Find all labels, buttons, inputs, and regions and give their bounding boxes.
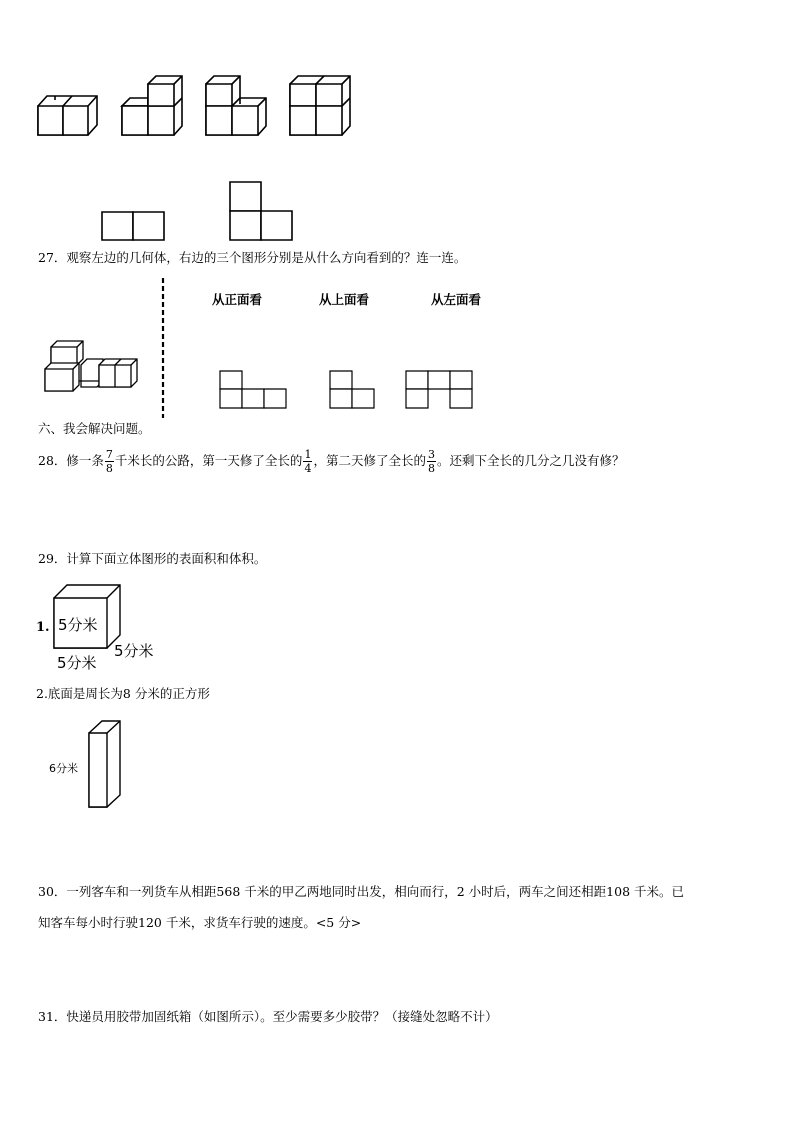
q28-text-3: ，第二天修了全长的 bbox=[313, 452, 426, 468]
item-2-label: 2.底面是周长为8 分米的正方形 bbox=[36, 686, 210, 701]
q28-text-1: 修一条 bbox=[66, 452, 104, 468]
solid-figure-4 bbox=[290, 76, 352, 136]
question-text: 观察左边的几何体，右边的三个图形分别是从什么方向看到的？连一连。 bbox=[66, 250, 467, 265]
view-label-top: 从上面看 bbox=[319, 292, 370, 307]
view-label-left: 从左面看 bbox=[431, 292, 482, 307]
solid-figure-2 bbox=[122, 76, 184, 136]
question-number: 30． bbox=[38, 884, 67, 899]
question-text: 计算下面立体图形的表面积和体积。 bbox=[66, 551, 267, 566]
item-1-label: 1. bbox=[36, 620, 50, 635]
solid-figure-3 bbox=[206, 76, 268, 136]
view-shape-b bbox=[329, 370, 376, 409]
question-30-line-2: 知客车每小时行驶120 千米，求货车行驶的速度。<5 分> bbox=[38, 915, 362, 930]
fraction-7-8: $\frac{7}{8}$ bbox=[105, 447, 113, 475]
geometric-body-figure bbox=[43, 339, 139, 393]
question-text: 快递员用胶带加固纸箱（如图所示）。至少需要多少胶带？（接缝处忽略不计） bbox=[66, 1009, 498, 1024]
solid-figure-1 bbox=[38, 94, 98, 136]
dashed-divider bbox=[161, 278, 165, 418]
cube-side-label: 5分米 bbox=[114, 642, 154, 660]
question-30-line-1 bbox=[38, 886, 684, 899]
cube-bottom-label: 5分米 bbox=[57, 654, 97, 672]
section-title: 六、我会解决问题。 bbox=[38, 421, 151, 436]
question-text: 一列客车和一列货车从相距568 千米的甲乙两地同时出发，相向而行，2 小时后，两车之间还相距108 千米。已 bbox=[66, 884, 684, 899]
question-28 bbox=[38, 444, 624, 478]
question-29 bbox=[38, 553, 266, 566]
question-27 bbox=[38, 252, 466, 265]
view-shape-c bbox=[405, 370, 474, 409]
question-number: 27． bbox=[38, 250, 67, 265]
question-number: 29． bbox=[38, 551, 67, 566]
q28-text-2: 千米长的公路，第一天修了全长的 bbox=[114, 452, 303, 468]
fraction-1-4: $\frac{1}{4}$ bbox=[304, 447, 312, 475]
question-number: 28． bbox=[38, 452, 67, 468]
view-shape-l-three-squares bbox=[229, 181, 293, 241]
q28-text-4: 。还剩下全长的几分之几没有修？ bbox=[436, 452, 625, 468]
view-label-front: 从正面看 bbox=[212, 292, 263, 307]
fraction-3-8: $\frac{3}{8}$ bbox=[427, 447, 435, 475]
cuboid-height-label: 6分米 bbox=[49, 762, 78, 775]
question-number: 31． bbox=[38, 1009, 67, 1024]
question-31 bbox=[38, 1011, 498, 1024]
cube-front-label: 5分米 bbox=[58, 616, 98, 634]
view-shape-two-squares bbox=[101, 211, 165, 241]
cuboid-figure bbox=[88, 720, 122, 808]
view-shape-a bbox=[219, 370, 288, 409]
